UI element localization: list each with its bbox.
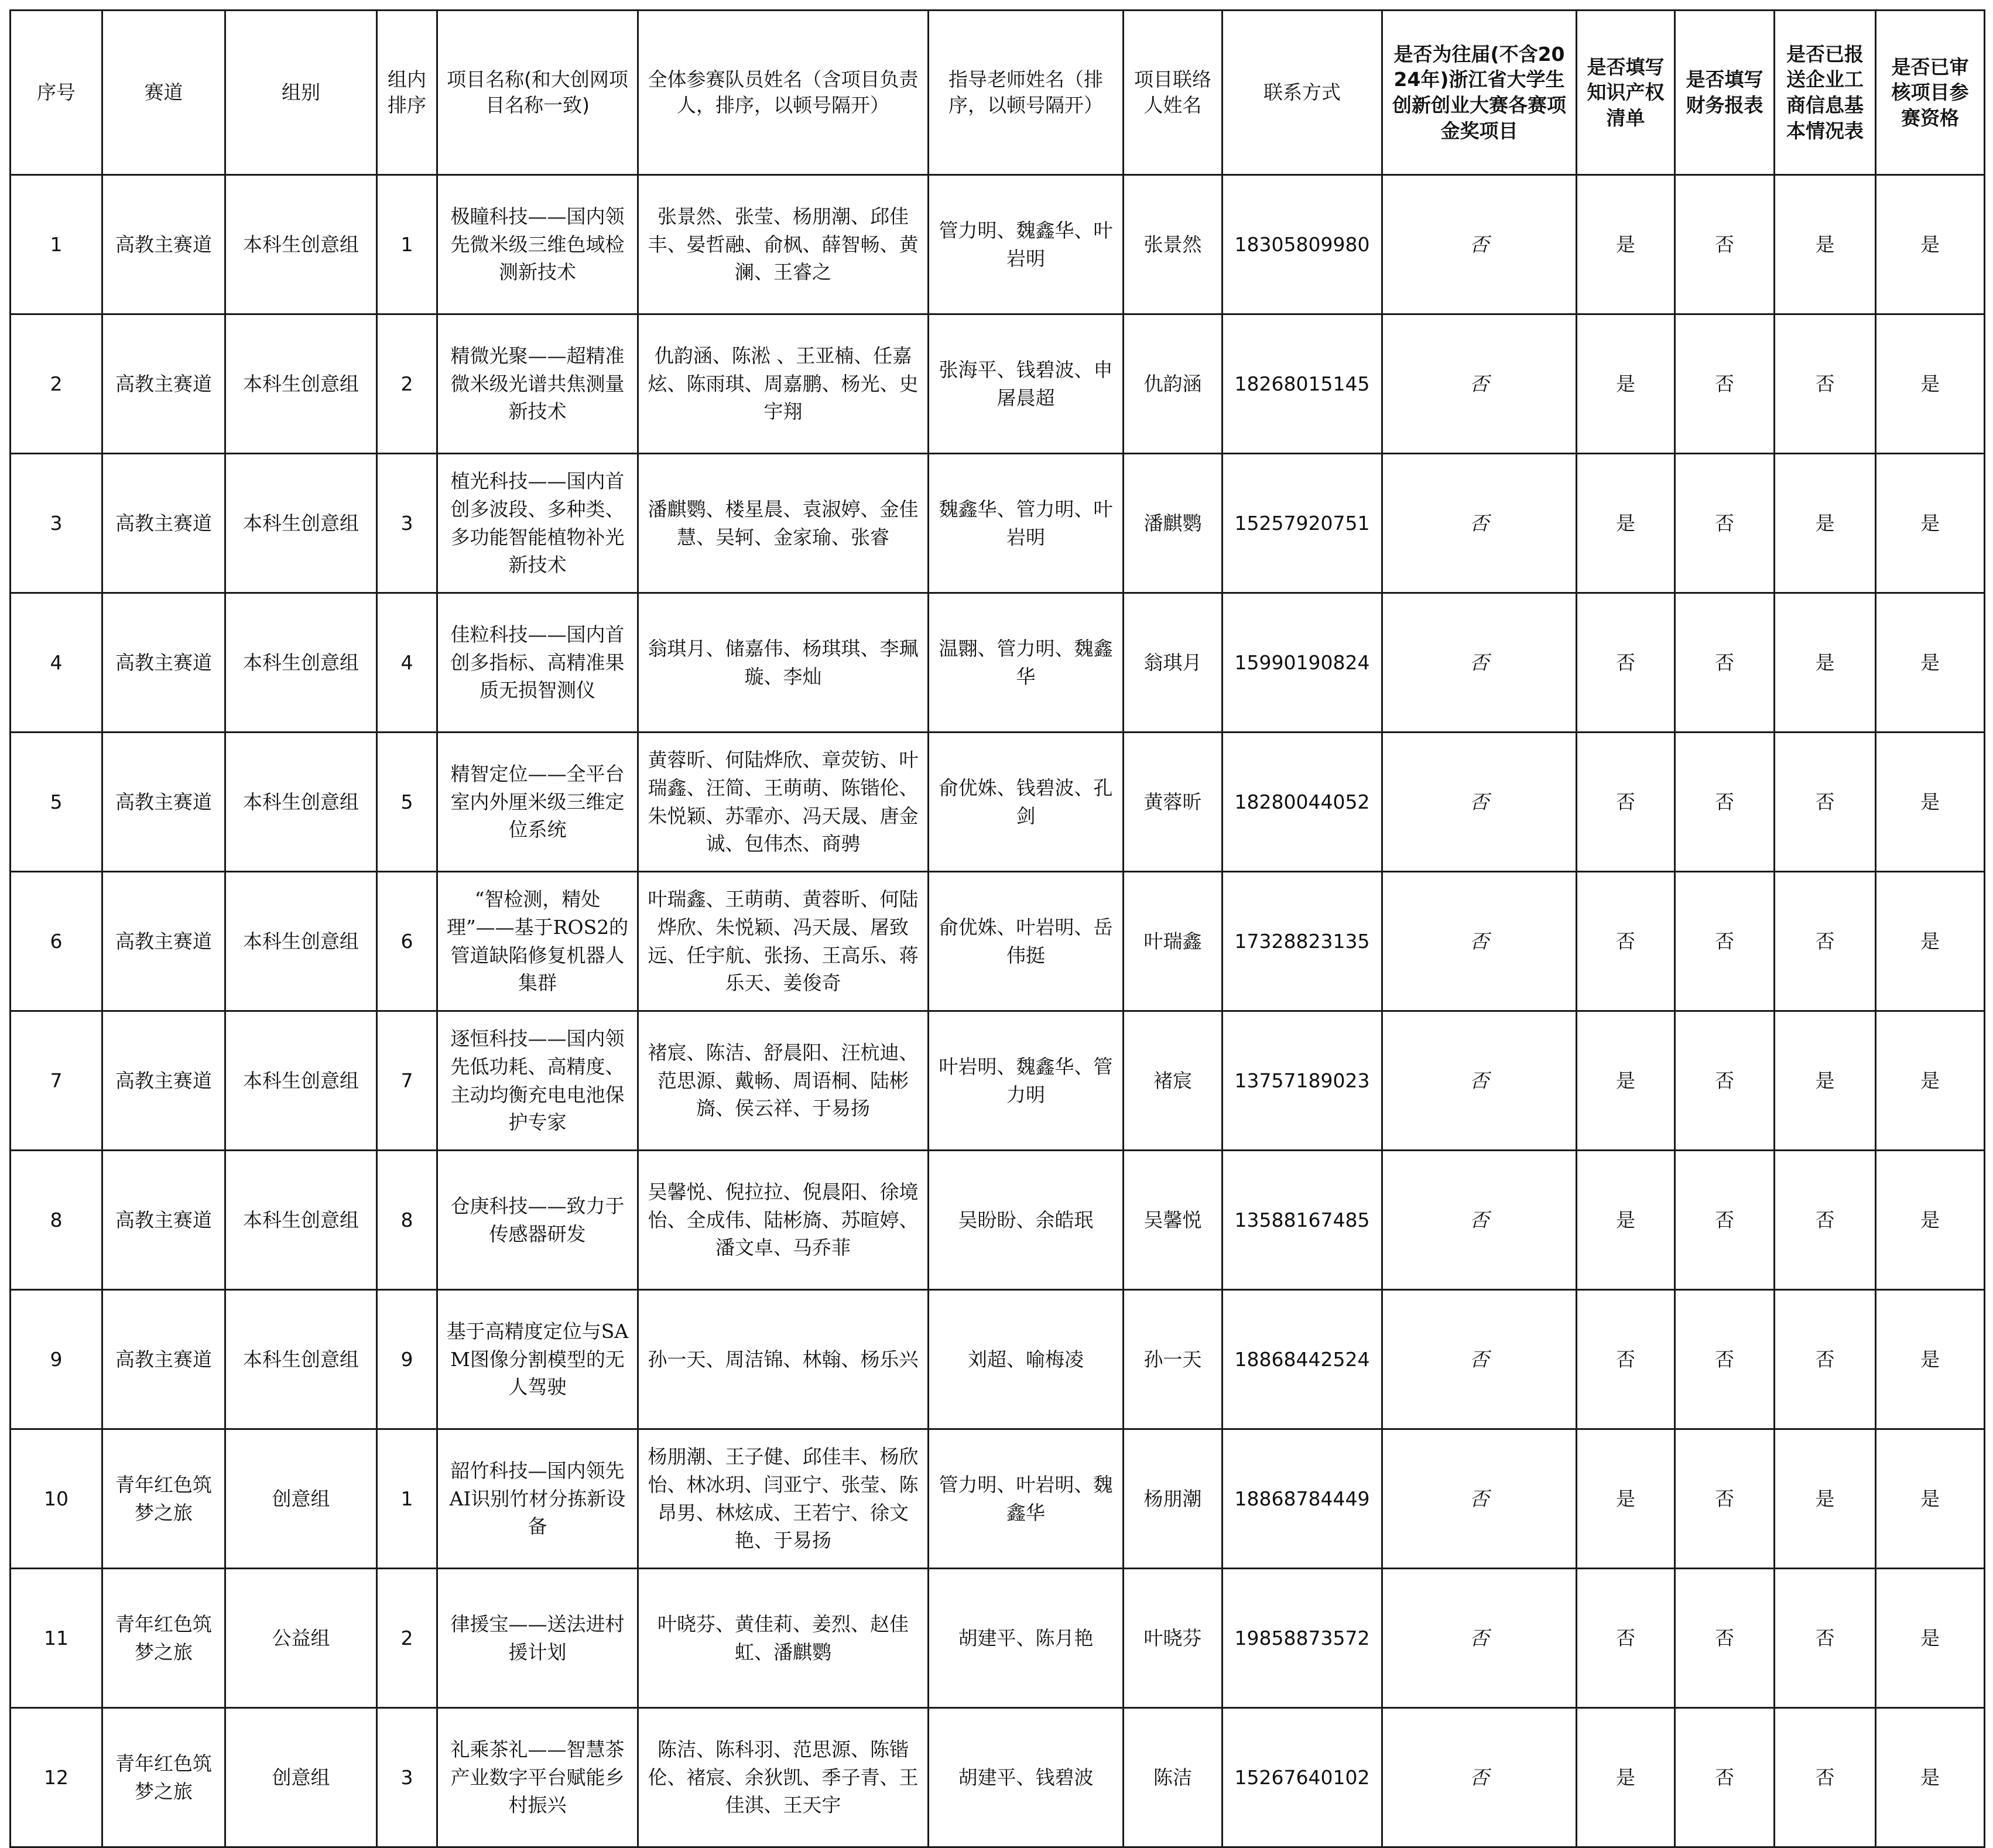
- cell-finance: 否: [1675, 454, 1775, 593]
- cell-contact-name: 张景然: [1124, 175, 1222, 314]
- cell-qualified: 是: [1876, 1569, 1985, 1708]
- cell-qualified: 是: [1876, 1290, 1985, 1429]
- cell-group: 创意组: [225, 1708, 377, 1847]
- cell-advisors: 俞优姝、叶岩明、岳伟挺: [929, 872, 1124, 1011]
- cell-members: 叶瑞鑫、王萌萌、黄蓉昕、何陆烨欣、朱悦颖、冯天晟、屠致远、任宇航、张扬、王高乐、蒋乐天、姜俊奇: [638, 872, 929, 1011]
- cell-phone: 18280044052: [1222, 733, 1382, 872]
- cell-no: 7: [11, 1011, 102, 1151]
- cell-phone: 18868784449: [1222, 1429, 1382, 1569]
- cell-gold-award: 否: [1382, 872, 1577, 1011]
- cell-members: 吴馨悦、倪拉拉、倪晨阳、徐境怡、全成伟、陆彬旖、苏暄婷、潘文卓、马乔菲: [638, 1151, 929, 1290]
- cell-ip-list: 否: [1577, 1569, 1675, 1708]
- cell-gold-award: 否: [1382, 1151, 1577, 1290]
- cell-business-info: 否: [1775, 1151, 1876, 1290]
- table-row: [11, 175, 1985, 314]
- project-table: [9, 9, 1985, 1848]
- cell-rank: 5: [377, 733, 437, 872]
- cell-members: 孙一天、周洁锦、林翰、杨乐兴: [638, 1290, 929, 1429]
- cell-business-info: 否: [1775, 1708, 1876, 1847]
- cell-advisors: 叶岩明、魏鑫华、管力明: [929, 1011, 1124, 1151]
- header-cell-no: 序号: [11, 11, 102, 175]
- cell-qualified: 是: [1876, 175, 1985, 314]
- cell-track: 青年红色筑梦之旅: [102, 1708, 225, 1847]
- cell-advisors: 俞优姝、钱碧波、孔剑: [929, 733, 1124, 872]
- cell-phone: 18868442524: [1222, 1290, 1382, 1429]
- cell-members: 杨朋潮、王子健、邱佳丰、杨欣怡、林冰玥、闫亚宁、张莹、陈昂男、林炫成、王若宁、徐文艳、于易扬: [638, 1429, 929, 1569]
- table-row: [11, 314, 1985, 454]
- header-cell-project: 项目名称(和大创网项目名称一致): [437, 11, 638, 175]
- cell-no: 5: [11, 733, 102, 872]
- cell-track: 高教主赛道: [102, 175, 225, 314]
- header-cell-business-info: 是否已报送企业工商信息基本情况表: [1775, 11, 1876, 175]
- cell-gold-award: 否: [1382, 733, 1577, 872]
- cell-rank: 2: [377, 314, 437, 454]
- cell-finance: 否: [1675, 1429, 1775, 1569]
- cell-no: 1: [11, 175, 102, 314]
- cell-ip-list: 否: [1577, 872, 1675, 1011]
- cell-gold-award: 否: [1382, 1290, 1577, 1429]
- cell-phone: 15990190824: [1222, 593, 1382, 733]
- cell-business-info: 是: [1775, 593, 1876, 733]
- cell-advisors: 管力明、叶岩明、魏鑫华: [929, 1429, 1124, 1569]
- cell-members: 陈洁、陈科羽、范思源、陈锴伦、褚宸、余狄凯、季子青、王佳淇、王天宇: [638, 1708, 929, 1847]
- table-row: [11, 1429, 1985, 1569]
- cell-gold-award: 否: [1382, 1011, 1577, 1151]
- cell-no: 6: [11, 872, 102, 1011]
- cell-project: 逐恒科技——国内领先低功耗、高精度、主动均衡充电电池保护专家: [437, 1011, 638, 1151]
- cell-no: 9: [11, 1290, 102, 1429]
- cell-group: 本科生创意组: [225, 1290, 377, 1429]
- cell-business-info: 否: [1775, 872, 1876, 1011]
- header-cell-finance: 是否填写财务报表: [1675, 11, 1775, 175]
- cell-track: 高教主赛道: [102, 314, 225, 454]
- cell-qualified: 是: [1876, 1151, 1985, 1290]
- cell-ip-list: 是: [1577, 1708, 1675, 1847]
- cell-group: 本科生创意组: [225, 175, 377, 314]
- cell-track: 高教主赛道: [102, 454, 225, 593]
- table-row: [11, 593, 1985, 733]
- cell-qualified: 是: [1876, 1429, 1985, 1569]
- cell-project: 韶竹科技—国内领先AI识别竹材分拣新设备: [437, 1429, 638, 1569]
- cell-finance: 否: [1675, 593, 1775, 733]
- table-row: [11, 1708, 1985, 1847]
- cell-phone: 18268015145: [1222, 314, 1382, 454]
- cell-rank: 4: [377, 593, 437, 733]
- cell-group: 本科生创意组: [225, 872, 377, 1011]
- cell-ip-list: 否: [1577, 733, 1675, 872]
- cell-rank: 1: [377, 1429, 437, 1569]
- cell-members: 黄蓉昕、何陆烨欣、章荧钫、叶瑞鑫、汪简、王萌萌、陈锴伦、朱悦颖、苏霏亦、冯天晟、唐金诚、包伟杰、商骋: [638, 733, 929, 872]
- cell-contact-name: 叶晓芬: [1124, 1569, 1222, 1708]
- table-row: [11, 1290, 1985, 1429]
- cell-no: 11: [11, 1569, 102, 1708]
- header-cell-ip-list: 是否填写知识产权清单: [1577, 11, 1675, 175]
- cell-group: 公益组: [225, 1569, 377, 1708]
- cell-business-info: 否: [1775, 1290, 1876, 1429]
- cell-track: 高教主赛道: [102, 1151, 225, 1290]
- cell-rank: 3: [377, 1708, 437, 1847]
- cell-track: 高教主赛道: [102, 733, 225, 872]
- cell-advisors: 温翾、管力明、魏鑫华: [929, 593, 1124, 733]
- cell-phone: 15267640102: [1222, 1708, 1382, 1847]
- cell-finance: 否: [1675, 872, 1775, 1011]
- cell-no: 3: [11, 454, 102, 593]
- cell-rank: 2: [377, 1569, 437, 1708]
- cell-business-info: 是: [1775, 454, 1876, 593]
- cell-business-info: 是: [1775, 1011, 1876, 1151]
- cell-advisors: 吴盼盼、余皓珉: [929, 1151, 1124, 1290]
- cell-project: 精微光聚——超精准微米级光谱共焦测量新技术: [437, 314, 638, 454]
- table-row: [11, 1151, 1985, 1290]
- cell-no: 8: [11, 1151, 102, 1290]
- cell-members: 褚宸、陈洁、舒晨阳、汪杭迪、范思源、戴畅、周语桐、陆彬旖、侯云祥、于易扬: [638, 1011, 929, 1151]
- cell-contact-name: 黄蓉昕: [1124, 733, 1222, 872]
- cell-rank: 7: [377, 1011, 437, 1151]
- cell-project: 精智定位——全平台室内外厘米级三维定位系统: [437, 733, 638, 872]
- cell-advisors: 魏鑫华、管力明、叶岩明: [929, 454, 1124, 593]
- table-row: [11, 872, 1985, 1011]
- cell-qualified: 是: [1876, 733, 1985, 872]
- cell-track: 高教主赛道: [102, 872, 225, 1011]
- header-cell-phone: 联系方式: [1222, 11, 1382, 175]
- cell-no: 12: [11, 1708, 102, 1847]
- cell-gold-award: 否: [1382, 1569, 1577, 1708]
- cell-rank: 8: [377, 1151, 437, 1290]
- cell-gold-award: 否: [1382, 454, 1577, 593]
- cell-ip-list: 是: [1577, 454, 1675, 593]
- cell-track: 高教主赛道: [102, 593, 225, 733]
- header-cell-track: 赛道: [102, 11, 225, 175]
- cell-members: 仇韵涵、陈淞 、王亚楠、任嘉炫、陈雨琪、周嘉鹏、杨光、史宇翔: [638, 314, 929, 454]
- cell-ip-list: 否: [1577, 1290, 1675, 1429]
- cell-ip-list: 是: [1577, 1011, 1675, 1151]
- cell-business-info: 是: [1775, 175, 1876, 314]
- cell-project: 礼乘茶礼——智慧茶产业数字平台赋能乡村振兴: [437, 1708, 638, 1847]
- cell-contact-name: 潘麒鹦: [1124, 454, 1222, 593]
- cell-track: 高教主赛道: [102, 1011, 225, 1151]
- cell-finance: 否: [1675, 1569, 1775, 1708]
- header-row: [11, 11, 1985, 175]
- cell-qualified: 是: [1876, 1011, 1985, 1151]
- cell-group: 本科生创意组: [225, 733, 377, 872]
- table-row: [11, 733, 1985, 872]
- cell-group: 创意组: [225, 1429, 377, 1569]
- cell-business-info: 否: [1775, 314, 1876, 454]
- cell-contact-name: 杨朋潮: [1124, 1429, 1222, 1569]
- cell-qualified: 是: [1876, 593, 1985, 733]
- cell-track: 青年红色筑梦之旅: [102, 1429, 225, 1569]
- cell-contact-name: 吴馨悦: [1124, 1151, 1222, 1290]
- cell-ip-list: 是: [1577, 175, 1675, 314]
- cell-ip-list: 否: [1577, 593, 1675, 733]
- cell-finance: 否: [1675, 1011, 1775, 1151]
- cell-phone: 18305809980: [1222, 175, 1382, 314]
- table-row: [11, 1011, 1985, 1151]
- header-cell-members: 全体参赛队员姓名（含项目负责人，排序，以顿号隔开）: [638, 11, 929, 175]
- cell-rank: 3: [377, 454, 437, 593]
- cell-finance: 否: [1675, 175, 1775, 314]
- cell-gold-award: 否: [1382, 593, 1577, 733]
- cell-no: 10: [11, 1429, 102, 1569]
- cell-phone: 19858873572: [1222, 1569, 1382, 1708]
- cell-project: 律援宝——送法进村援计划: [437, 1569, 638, 1708]
- cell-advisors: 刘超、喻梅凌: [929, 1290, 1124, 1429]
- cell-contact-name: 褚宸: [1124, 1011, 1222, 1151]
- cell-phone: 17328823135: [1222, 872, 1382, 1011]
- cell-project: 基于高精度定位与SAM图像分割模型的无人驾驶: [437, 1290, 638, 1429]
- cell-group: 本科生创意组: [225, 1151, 377, 1290]
- cell-gold-award: 否: [1382, 1429, 1577, 1569]
- cell-rank: 6: [377, 872, 437, 1011]
- header-cell-advisors: 指导老师姓名（排序，以顿号隔开）: [929, 11, 1124, 175]
- cell-phone: 15257920751: [1222, 454, 1382, 593]
- cell-advisors: 管力明、魏鑫华、叶岩明: [929, 175, 1124, 314]
- cell-group: 本科生创意组: [225, 314, 377, 454]
- cell-contact-name: 仇韵涵: [1124, 314, 1222, 454]
- cell-phone: 13588167485: [1222, 1151, 1382, 1290]
- cell-business-info: 否: [1775, 1569, 1876, 1708]
- header-cell-gold-award: 是否为往届(不含2024年)浙江省大学生创新创业大赛各赛项金奖项目: [1382, 11, 1577, 175]
- cell-gold-award: 否: [1382, 175, 1577, 314]
- cell-ip-list: 是: [1577, 314, 1675, 454]
- header-cell-group: 组别: [225, 11, 377, 175]
- table-row: [11, 454, 1985, 593]
- cell-rank: 1: [377, 175, 437, 314]
- header-cell-contact-name: 项目联络人姓名: [1124, 11, 1222, 175]
- cell-members: 张景然、张莹、杨朋潮、邱佳丰、晏哲融、俞枫、薛智畅、黄澜、王睿之: [638, 175, 929, 314]
- cell-finance: 否: [1675, 733, 1775, 872]
- cell-group: 本科生创意组: [225, 1011, 377, 1151]
- cell-gold-award: 否: [1382, 1708, 1577, 1847]
- cell-contact-name: 孙一天: [1124, 1290, 1222, 1429]
- cell-qualified: 是: [1876, 314, 1985, 454]
- cell-members: 翁琪月、储嘉伟、杨琪琪、李珮璇、李灿: [638, 593, 929, 733]
- cell-project: 极瞳科技——国内领先微米级三维色域检测新技术: [437, 175, 638, 314]
- cell-contact-name: 叶瑞鑫: [1124, 872, 1222, 1011]
- cell-qualified: 是: [1876, 454, 1985, 593]
- cell-phone: 13757189023: [1222, 1011, 1382, 1151]
- cell-track: 青年红色筑梦之旅: [102, 1569, 225, 1708]
- cell-finance: 否: [1675, 1708, 1775, 1847]
- cell-contact-name: 陈洁: [1124, 1708, 1222, 1847]
- cell-no: 2: [11, 314, 102, 454]
- cell-gold-award: 否: [1382, 314, 1577, 454]
- cell-project: 植光科技——国内首创多波段、多种类、多功能智能植物补光新技术: [437, 454, 638, 593]
- table-row: [11, 1569, 1985, 1708]
- cell-advisors: 胡建平、陈月艳: [929, 1569, 1124, 1708]
- cell-track: 高教主赛道: [102, 1290, 225, 1429]
- cell-members: 潘麒鹦、楼星晨、袁淑婷、金佳慧、吴轲、金家瑜、张睿: [638, 454, 929, 593]
- cell-finance: 否: [1675, 1151, 1775, 1290]
- cell-no: 4: [11, 593, 102, 733]
- cell-advisors: 胡建平、钱碧波: [929, 1708, 1124, 1847]
- cell-group: 本科生创意组: [225, 593, 377, 733]
- cell-business-info: 否: [1775, 733, 1876, 872]
- cell-project: 佳粒科技——国内首创多指标、高精准果质无损智测仪: [437, 593, 638, 733]
- cell-group: 本科生创意组: [225, 454, 377, 593]
- cell-contact-name: 翁琪月: [1124, 593, 1222, 733]
- cell-finance: 否: [1675, 314, 1775, 454]
- header-cell-qualified: 是否已审核项目参赛资格: [1876, 11, 1985, 175]
- cell-business-info: 是: [1775, 1429, 1876, 1569]
- cell-ip-list: 是: [1577, 1151, 1675, 1290]
- cell-advisors: 张海平、钱碧波、申屠晨超: [929, 314, 1124, 454]
- cell-project: “智检测，精处理”——基于ROS2的管道缺陷修复机器人集群: [437, 872, 638, 1011]
- cell-ip-list: 是: [1577, 1429, 1675, 1569]
- cell-members: 叶晓芬、黄佳莉、姜烈、赵佳虹、潘麒鹦: [638, 1569, 929, 1708]
- cell-project: 仓庚科技——致力于传感器研发: [437, 1151, 638, 1290]
- cell-rank: 9: [377, 1290, 437, 1429]
- header-cell-rank: 组内排序: [377, 11, 437, 175]
- cell-qualified: 是: [1876, 872, 1985, 1011]
- cell-qualified: 是: [1876, 1708, 1985, 1847]
- cell-finance: 否: [1675, 1290, 1775, 1429]
